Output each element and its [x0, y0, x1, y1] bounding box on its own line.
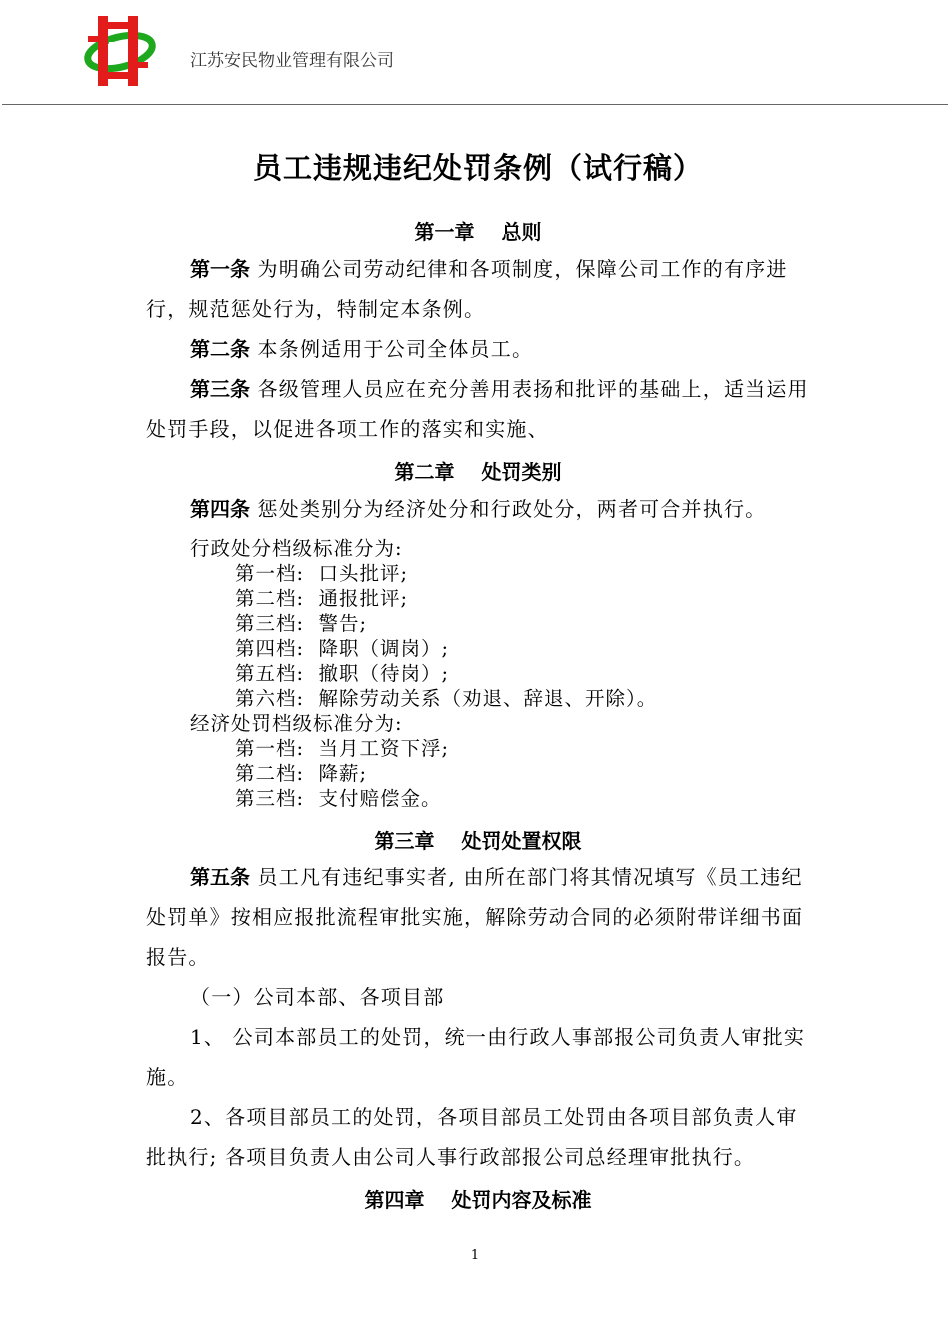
- chapter-2-heading: 第二章 处罚类别: [394, 460, 562, 484]
- article-1: [146, 249, 810, 329]
- company-name: 江苏安民物业管理有限公司: [190, 51, 394, 71]
- header-divider: [2, 104, 948, 105]
- article-4-label: 第四条: [190, 497, 250, 521]
- section-1-item-1: 1、 公司本部员工的处罚，统一由行政人事部报公司负责人审批实施。: [146, 1025, 806, 1089]
- list-item: 第二档: 通报批评;: [235, 587, 409, 610]
- list-item: 第一档: 口头批评;: [235, 562, 409, 585]
- article-5: [146, 857, 810, 977]
- article-2: [146, 329, 810, 369]
- article-4: [146, 489, 810, 529]
- article-1-text: 为明确公司劳动纪律和各项制度，保障公司工作的有序进行，规范惩处行为，特制定本条例。: [146, 257, 788, 321]
- article-3-text: 各级管理人员应在充分善用表扬和批评的基础上，适当运用处罚手段，以促进各项工作的落实和实施、: [146, 377, 809, 441]
- econ-penalty-heading: 经济处罚档级标准分为:: [190, 712, 403, 735]
- list-item: 第三档: 支付赔偿金。: [235, 787, 442, 810]
- list-item: 第一档: 当月工资下浮;: [235, 737, 450, 760]
- list-item: 第六档: 解除劳动关系（劝退、辞退、开除）。: [235, 687, 658, 710]
- article-2-text: 本条例适用于公司全体员工。: [250, 337, 534, 361]
- chapter-3-heading: 第三章 处罚处置权限: [374, 829, 582, 853]
- article-3-label: 第三条: [190, 377, 250, 401]
- article-3: [146, 369, 810, 449]
- article-5-text: 员工凡有违纪事实者, 由所在部门将其情况填写《员工违纪处罚单》按相应报批流程审批实施，解除劳动合同的必须附带详细书面报告。: [146, 865, 804, 969]
- section-1-item-2: 2、各项目部员工的处罚，各项目部员工处罚由各项目部负责人审批执行; 各项目负责人由公司人事行政部报公司总经理审批执行。: [146, 1105, 798, 1169]
- article-1-label: 第一条: [190, 257, 250, 281]
- chapter-4-heading: 第四章 处罚内容及标准: [364, 1188, 592, 1212]
- list-item: 第二档: 降薪;: [235, 762, 368, 785]
- page-number: 1: [470, 1248, 480, 1263]
- document-title: 员工违规违纪处罚条例（试行稿）: [252, 151, 703, 185]
- section-1-heading: （一）公司本部、各项目部: [190, 985, 445, 1009]
- chapter-1-heading: 第一章 总则: [414, 220, 542, 244]
- list-item: 第五档: 撤职（待岗）;: [235, 662, 450, 685]
- article-5-label: 第五条: [190, 865, 250, 889]
- admin-penalty-heading: 行政处分档级标准分为:: [190, 537, 403, 560]
- page-header: [0, 0, 950, 106]
- article-4-text: 惩处类别分为经济处分和行政处分，两者可合并执行。: [250, 497, 767, 521]
- article-2-label: 第二条: [190, 337, 250, 361]
- company-logo: [84, 14, 158, 90]
- list-item: 第三档: 警告;: [235, 612, 368, 635]
- list-item: 第四档: 降职（调岗）;: [235, 637, 450, 660]
- admin-penalty-list: [190, 536, 810, 811]
